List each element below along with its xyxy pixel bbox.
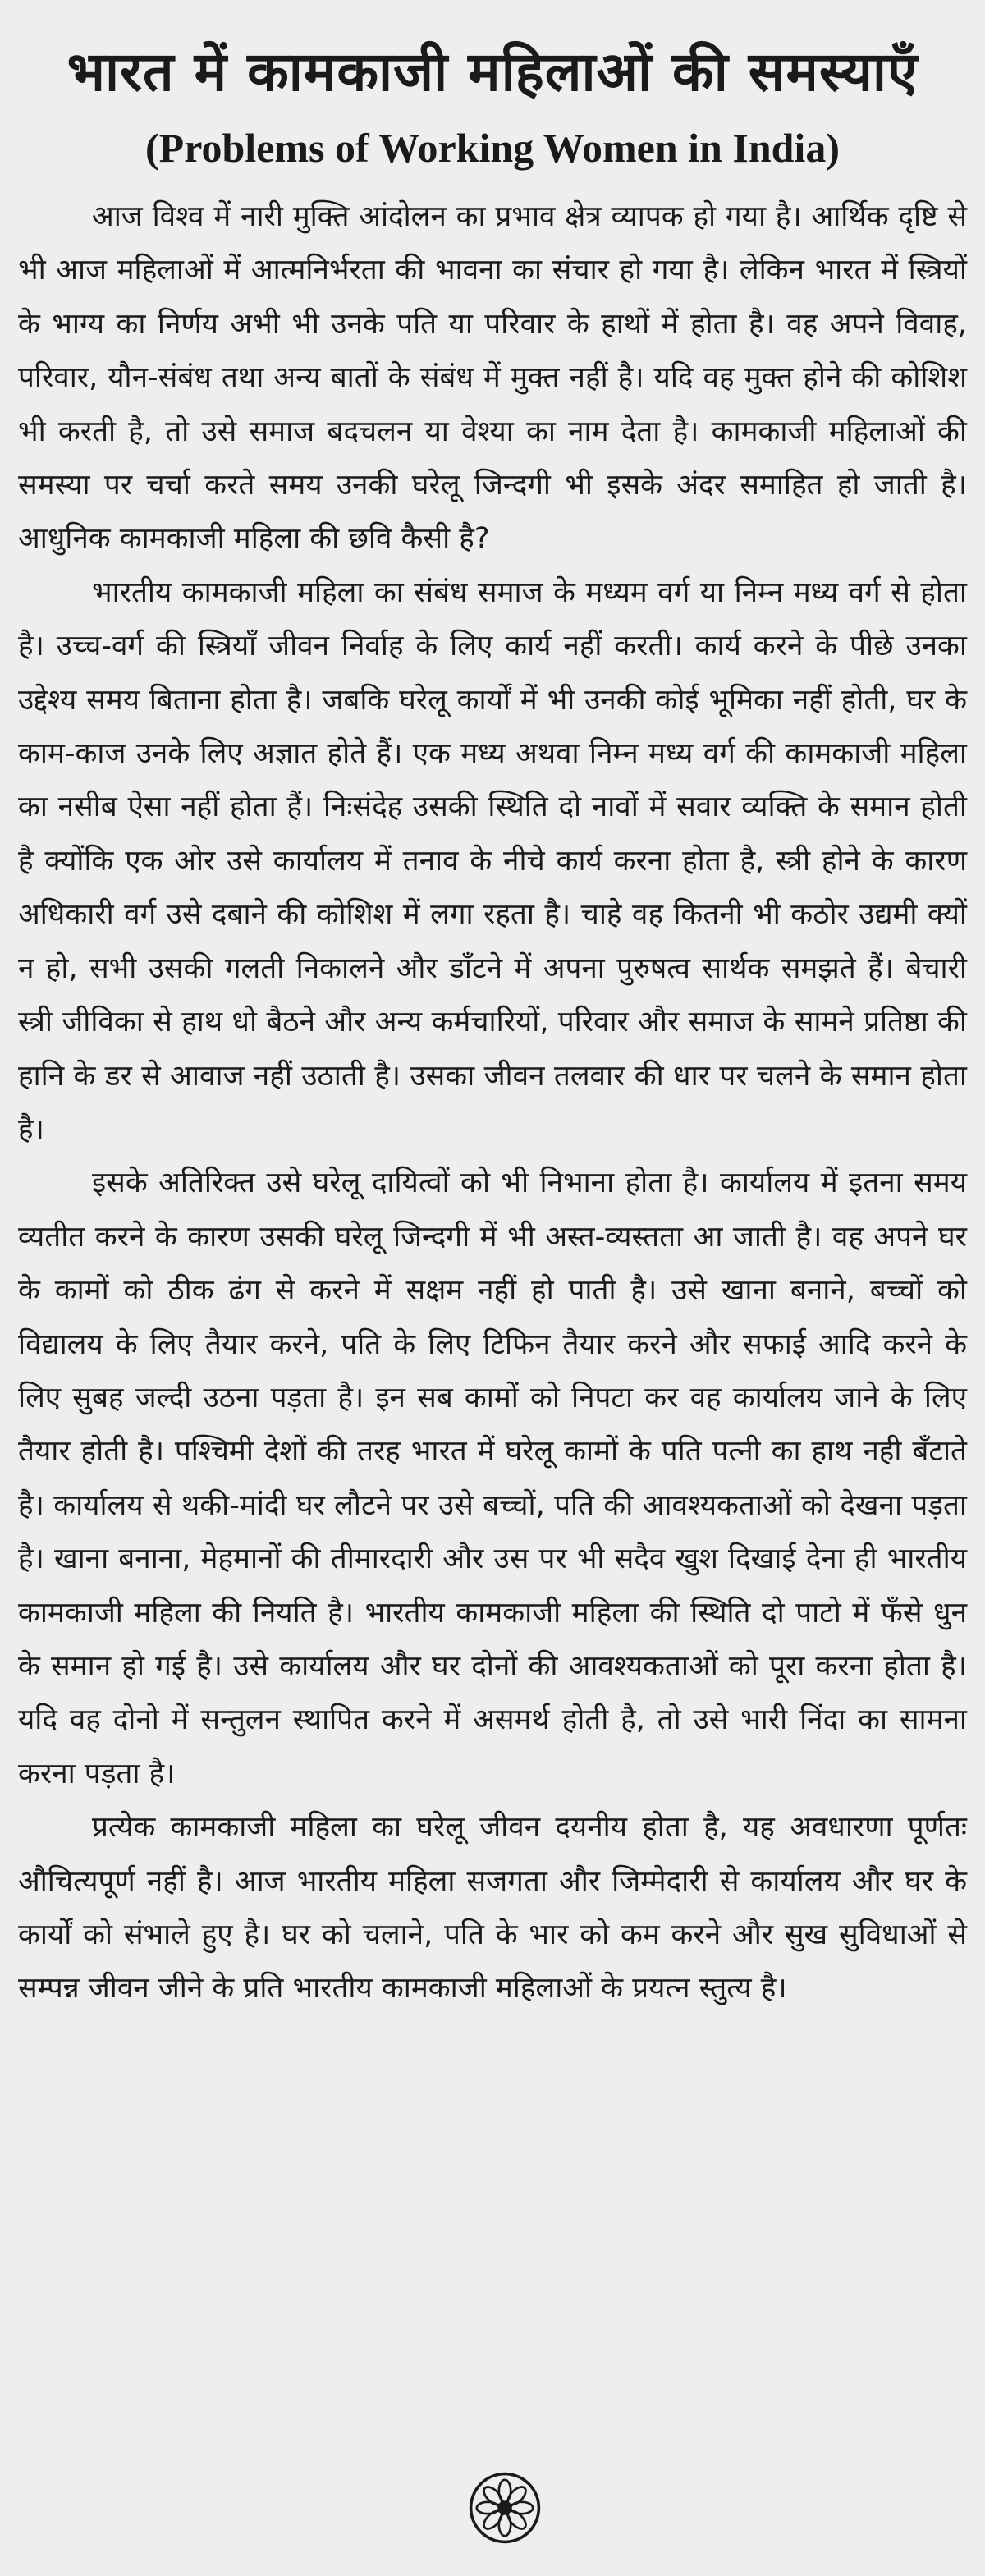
page-title: भारत में कामकाजी महिलाओं की समस्याएँ: [66, 40, 919, 103]
paragraph-1: आज विश्व में नारी मुक्ति आंदोलन का प्रभाव क्षेत्र व्यापक हो गया है। आर्थिक दृष्टि से भी आज महिलाओं में आत्मनिर्भरता की भावना का संचार हो गया है। लेकिन भारत में स्त्रियों के भाग्य का निर्णय अभी भी उनके पति या परिवार के हाथों में होता है। वह अपने विवाह, परिवार, यौन-संबंध तथा अन्य बातों के संबंध में मुक्त नहीं है। यदि वह मुक्त होने की कोशिश भी करती है, तो उसे समाज बदचलन या वेश्या का नाम देता है। कामकाजी महिलाओं की समस्या पर चर्चा करते समय उनकी घरेलू जिन्दगी भी इसके अंदर समाहित हो जाती है। आधुनिक कामकाजी महिला की छवि कैसी है?: [18, 200, 967, 556]
page-subtitle: (Problems of Working Women in India): [145, 125, 840, 171]
flower-ornament-icon: [468, 2471, 542, 2545]
article-body: [18, 190, 967, 2016]
paragraph-4: प्रत्येक कामकाजी महिला का घरेलू जीवन दयनीय होता है, यह अवधारणा पूर्णतः औचित्यपूर्ण नहीं है। आज भारतीय महिला सजगता और जिम्मेदारी से कार्यालय और घर के कार्यों को संभाले हुए है। घर को चलाने, पति के भार को कम करने और सुख सुविधाओं से सम्पन्न जीवन जीने के प्रति भारतीय कामकाजी महिलाओं के प्रयत्न स्तुत्य है।: [18, 1811, 967, 2005]
paragraph-2: भारतीय कामकाजी महिला का संबंध समाज के मध्यम वर्ग या निम्न मध्य वर्ग से होता है। उच्च-वर्ग की स्त्रियाँ जीवन निर्वाह के लिए कार्य नहीं करती। कार्य करने के पीछे उनका उद्देश्य समय बिताना होता है। जबकि घरेलू कार्यों में भी उनकी कोई भूमिका नहीं होती, घर के काम-काज उनके लिए अज्ञात होते हैं। एक मध्य अथवा निम्न मध्य वर्ग की कामकाजी महिला का नसीब ऐसा नहीं होता हैं। निःसंदेह उसकी स्थिति दो नावों में सवार व्यक्ति के समान होती है क्योंकि एक ओर उसे कार्यालय में तनाव के नीचे कार्य करना होता है, स्त्री होने के कारण अधिकारी वर्ग उसे दबाने की कोशिश में लगा रहता है। चाहे वह कितनी भी कठोर उद्यमी क्यों न हो, सभी उसकी गलती निकालने और डाँटने में अपना पुरुषत्व सार्थक समझते हैं। बेचारी स्त्री जीविका से हाथ धो बैठने और अन्य कर्मचारियों, परिवार और समाज के सामने प्रतिष्ठा की हानि के डर से आवाज नहीं उठाती है। उसका जीवन तलवार की धार पर चलने के समान होता है।: [18, 575, 967, 1146]
paragraph-3: इसके अतिरिक्त उसे घरेलू दायित्वों को भी निभाना होता है। कार्यालय में इतना समय व्यतीत करने के कारण उसकी घरेलू जिन्दगी में भी अस्त-व्यस्तता आ जाती है। वह अपने घर के कामों को ठीक ढंग से करने में सक्षम नहीं हो पाती है। उसे खाना बनाने, बच्चों को विद्यालय के लिए तैयार करने, पति के लिए टिफिन तैयार करने और सफाई आदि करने के लिए सुबह जल्दी उठना पड़ता है। इन सब कामों को निपटा कर वह कार्यालय जाने के लिए तैयार होती है। पश्चिमी देशों की तरह भारत में घरेलू कामों के पति पत्नी का हाथ नही बँटाते है। कार्यालय से थकी-मांदी घर लौटने पर उसे बच्चों, पति की आवश्यकताओं को देखना पड़ता है। खाना बनाना, मेहमानों की तीमारदारी और उस पर भी सदैव खुश दिखाई देना ही भारतीय कामकाजी महिला की नियति है। भारतीय कामकाजी महिला की स्थिति दो पाटो में फँसे धुन के समान हो गई है। उसे कार्यालय और घर दोनों की आवश्यकताओं को पूरा करना होता है। यदि वह दोनो में सन्तुलन स्थापित करने में असमर्थ होती है, तो उसे भारी निंदा का सामना करना पड़ता है।: [18, 1167, 967, 1790]
